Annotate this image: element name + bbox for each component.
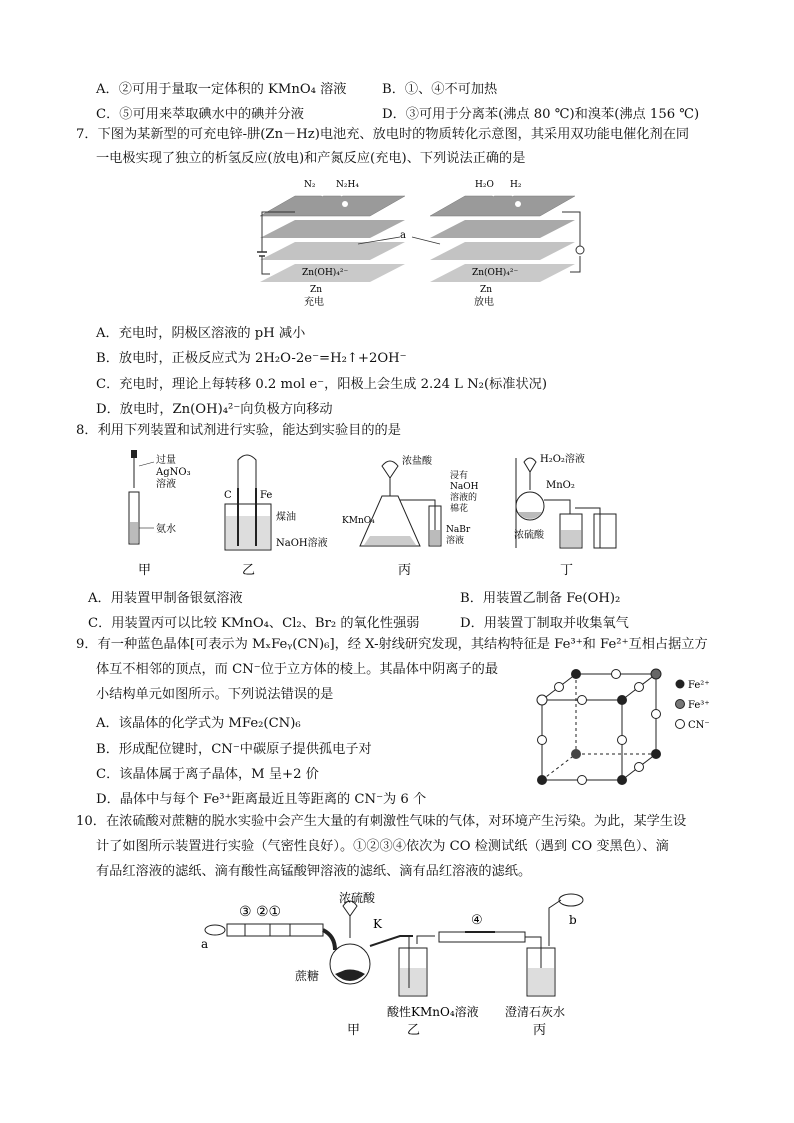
label-zn-left: Zn — [310, 285, 323, 295]
svg-text:b: b — [569, 913, 577, 927]
svg-text:氨水: 氨水 — [156, 524, 176, 535]
cn-ion — [652, 710, 661, 719]
label-n2h4: N₂H₄ — [336, 180, 359, 190]
q10-stem-line2: 计了如图所示装置进行实验（气密性良好）。①②③④依次为 CO 检测试纸（遇到 CO 变黑色）、滴 — [96, 839, 669, 854]
q8-option-b[interactable]: B．用装置乙制备 Fe(OH)₂ — [460, 591, 621, 606]
svg-text:a: a — [201, 937, 209, 951]
apparatus-bing — [342, 454, 479, 546]
fe2-ion — [571, 669, 581, 679]
cn-ion — [635, 763, 644, 772]
caption-yi: 乙 — [242, 563, 256, 578]
legend-fe2-icon — [676, 680, 685, 689]
q7-option-b[interactable]: B．放电时，正极反应式为 2H₂O-2e⁻=H₂↑+2OH⁻ — [96, 351, 407, 366]
fe2-ion — [571, 749, 581, 759]
svg-text:溶液: 溶液 — [156, 479, 176, 490]
svg-text:浸有: 浸有 — [450, 471, 469, 481]
cn-ion — [612, 670, 621, 679]
caption-bing: 丙 — [533, 1023, 547, 1038]
q7-stem-line1: 7．下图为某新型的可充电锌-肼(Zn－Hz)电池充、放电时的物质转化示意图，其采用双功能电催化剂在同 — [76, 127, 690, 142]
svg-text:煤油: 煤油 — [276, 512, 296, 523]
q9-option-b[interactable]: B．形成配位键时，CN⁻中碳原子提供孤电子对 — [96, 742, 372, 757]
q8-option-c[interactable]: C．用装置丙可以比较 KMnO₄、Cl₂、Br₂ 的氧化性强弱 — [88, 616, 420, 631]
caption-jia: 甲 — [347, 1023, 361, 1038]
q9-option-a[interactable]: A．该晶体的化学式为 MFe₂(CN)₆ — [96, 716, 301, 731]
caption-bing: 丙 — [398, 563, 412, 578]
svg-text:浓硫酸: 浓硫酸 — [514, 530, 544, 541]
q6-option-a[interactable]: A．②可用于量取一定体积的 KMnO₄ 溶液 — [96, 82, 347, 97]
fe2-ion — [617, 695, 627, 705]
svg-text:K: K — [373, 917, 382, 931]
cn-ion — [618, 736, 627, 745]
svg-text:NaBr: NaBr — [446, 525, 471, 535]
cn-ion — [635, 683, 644, 692]
svg-text:溶液: 溶液 — [446, 536, 465, 546]
cn-ion — [555, 683, 564, 692]
svg-text:过量: 过量 — [156, 455, 176, 466]
svg-text:浓硫酸: 浓硫酸 — [339, 891, 376, 905]
label-zn-right: Zn — [480, 285, 493, 295]
svg-text:NaOH: NaOH — [450, 482, 479, 492]
q6-option-d[interactable]: D．③可用于分离苯(沸点 80 ℃)和溴苯(沸点 156 ℃) — [382, 107, 700, 122]
fe2-ion — [651, 749, 661, 759]
q10-apparatus-figure — [195, 888, 615, 1038]
legend-fe3: Fe³⁺ — [688, 700, 710, 711]
q9-stem-line3: 小结构单元如图所示。下列说法错误的是 — [96, 687, 334, 702]
legend-fe3-icon — [676, 700, 685, 709]
bubble-left-icon — [342, 201, 348, 207]
q7-stem-line2: 一电极实现了独立的析氢反应(放电)和产氮反应(充电)、下列说法正确的是 — [96, 151, 526, 166]
caption-ding: 丁 — [560, 563, 574, 578]
zincate-plate-right — [430, 242, 575, 260]
svg-text:④: ④ — [471, 913, 483, 928]
q7-option-d[interactable]: D．放电时，Zn(OH)₄²⁻向负极方向移动 — [96, 402, 333, 417]
q10-stem-line3: 有品红溶液的滤纸、滴有酸性高锰酸钾溶液的滤纸、滴有品红溶液的滤纸。 — [96, 864, 532, 879]
svg-text:C: C — [224, 490, 232, 501]
apparatus-yi — [224, 455, 328, 550]
svg-text:H₂O₂溶液: H₂O₂溶液 — [540, 454, 585, 465]
cn-ion — [578, 696, 587, 705]
q8-option-d[interactable]: D．用装置丁制取并收集氧气 — [460, 616, 629, 631]
svg-text:KMnO₄: KMnO₄ — [342, 516, 375, 526]
svg-text:浓盐酸: 浓盐酸 — [402, 456, 432, 467]
dropper-icon — [131, 450, 137, 458]
fe2-ion — [617, 775, 627, 785]
bulb-icon — [576, 246, 584, 254]
catalyst-plate-right-mid — [430, 220, 575, 238]
label-zincate-right: Zn(OH)₄²⁻ — [472, 268, 519, 278]
apparatus-jia — [129, 450, 191, 544]
cn-ion — [578, 776, 587, 785]
label-h2: H₂ — [510, 180, 522, 190]
svg-text:Fe: Fe — [260, 490, 273, 501]
apparatus-ding — [514, 452, 616, 548]
label-n2: N₂ — [304, 180, 316, 190]
caption-jia: 甲 — [138, 563, 152, 578]
balloon-b-icon — [559, 894, 583, 906]
fe2-ion — [537, 775, 547, 785]
cn-ion — [538, 736, 547, 745]
svg-text:MnO₂: MnO₂ — [546, 480, 575, 491]
legend-cn-icon — [676, 720, 685, 729]
q6-option-c[interactable]: C．⑤可用来萃取碘水中的碘并分液 — [96, 107, 304, 122]
svg-text:AgNO₃: AgNO₃ — [156, 467, 191, 478]
q7-option-a[interactable]: A．充电时，阴极区溶液的 pH 减小 — [96, 326, 306, 341]
q7-battery-figure — [250, 172, 600, 310]
q7-option-c[interactable]: C．充电时，理论上每转移 0.2 mol e⁻，阳极上会生成 2.24 L N₂(标准状况) — [96, 377, 548, 392]
fe3-ion — [651, 669, 661, 679]
svg-text:澄清石灰水: 澄清石灰水 — [505, 1005, 566, 1019]
q9-option-c[interactable]: C．该晶体属于离子晶体，M 呈+2 价 — [96, 767, 319, 782]
label-a: a — [400, 230, 406, 241]
catalyst-plate-right — [430, 196, 575, 216]
svg-text:NaOH溶液: NaOH溶液 — [276, 538, 328, 549]
q6-option-b[interactable]: B．①、④不可加热 — [382, 82, 498, 97]
caption-charge: 充电 — [304, 297, 324, 308]
paper-numbers-left: ③ ②① — [239, 904, 282, 920]
svg-text:蔗糖: 蔗糖 — [295, 969, 320, 983]
catalyst-plate-left-mid — [260, 220, 405, 238]
q10-stem-line1: 10．在浓硫酸对蔗糖的脱水实验中会产生大量的有刺激性气味的气体，对环境产生污染。为此，某学生设 — [76, 814, 687, 829]
caption-yi: 乙 — [407, 1023, 421, 1038]
bubble-right-icon — [515, 201, 521, 207]
catalyst-plate-left — [260, 196, 405, 216]
fe3-ion — [537, 695, 547, 705]
legend-cn: CN⁻ — [688, 720, 710, 731]
q9-option-d[interactable]: D．晶体中与每个 Fe³⁺距离最近且等距离的 CN⁻为 6 个 — [96, 792, 427, 807]
zincate-plate-left — [260, 242, 405, 260]
q8-stem: 8．利用下列装置和试剂进行实验，能达到实验目的的是 — [76, 423, 401, 438]
q9-crystal-cell-figure — [528, 660, 728, 800]
balloon-a-icon — [205, 925, 225, 935]
q8-apparatus-figure — [120, 448, 640, 578]
legend-fe2: Fe²⁺ — [688, 680, 710, 691]
q9-stem-line2: 体互不相邻的顶点，而 CN⁻位于立方体的棱上。其晶体中阴离子的最 — [96, 662, 499, 677]
caption-discharge: 放电 — [474, 297, 494, 308]
q8-option-a[interactable]: A．用装置甲制备银氨溶液 — [88, 591, 243, 606]
label-h2o: H₂O — [475, 180, 494, 190]
q9-stem-line1: 9．有一种蓝色晶体[可表示为 MₓFeᵧ(CN)₆]，经 X-射线研究发现，其结构特征是 Fe³⁺和 Fe²⁺互相占据立方 — [76, 637, 708, 652]
svg-text:溶液的: 溶液的 — [450, 493, 478, 503]
label-zincate-left: Zn(OH)₄²⁻ — [302, 268, 349, 278]
svg-text:棉花: 棉花 — [450, 504, 469, 514]
svg-text:酸性KMnO₄溶液: 酸性KMnO₄溶液 — [387, 1005, 479, 1019]
